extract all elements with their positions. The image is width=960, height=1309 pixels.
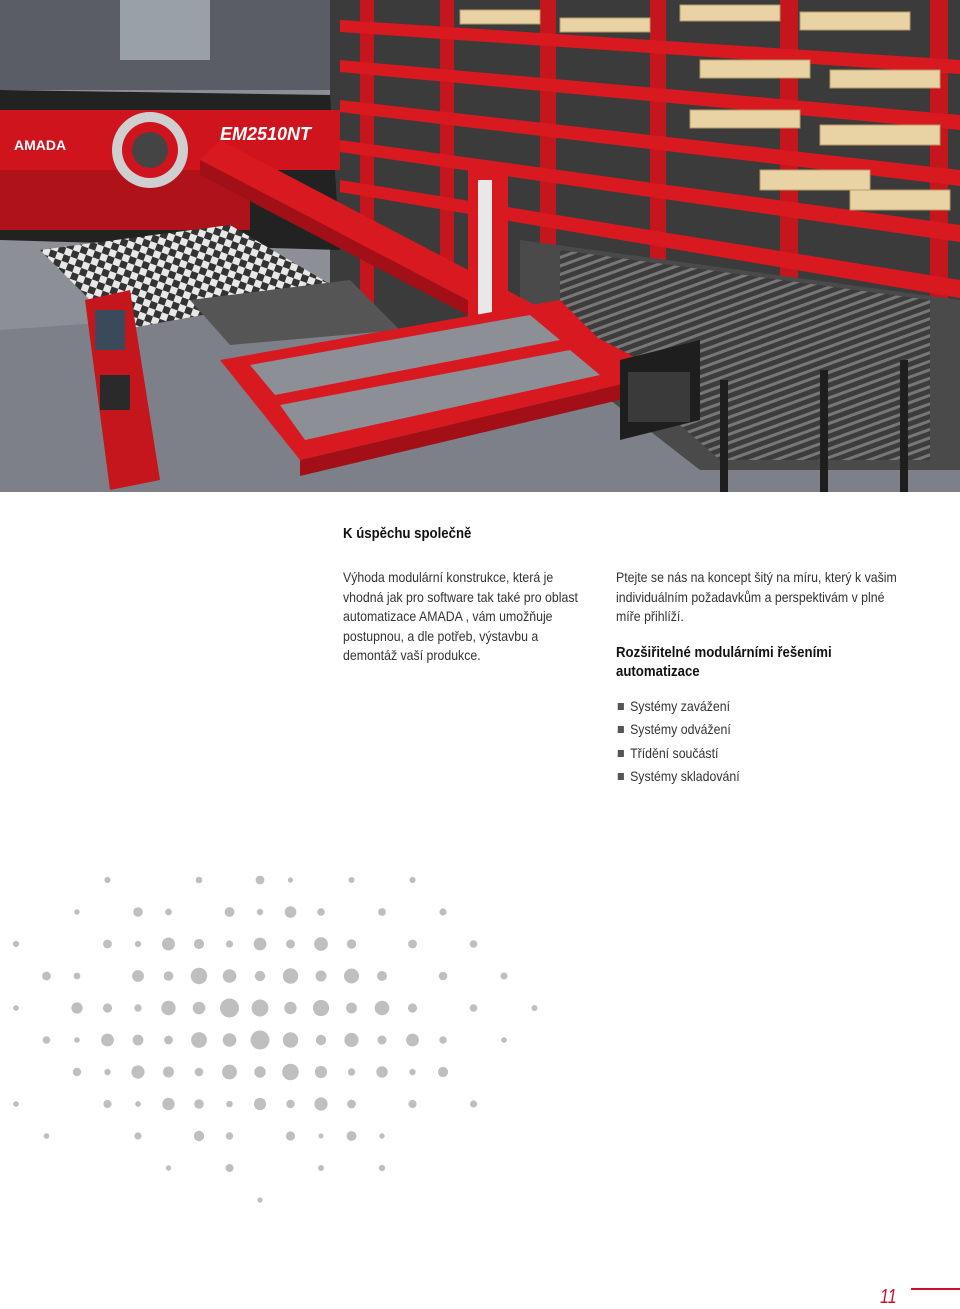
dot <box>74 909 79 914</box>
dot <box>103 1100 111 1108</box>
dot <box>73 1068 81 1076</box>
dot <box>316 1035 326 1045</box>
dot <box>226 940 233 947</box>
dot <box>439 1036 446 1043</box>
dot <box>532 1005 538 1011</box>
dot <box>501 1037 507 1043</box>
dot <box>470 940 478 948</box>
decorative-dot-pattern <box>0 860 600 1220</box>
dot <box>135 1101 141 1107</box>
dot <box>348 1068 355 1075</box>
dot <box>162 938 175 951</box>
dot <box>347 939 356 948</box>
dot <box>286 940 295 949</box>
dot <box>222 1065 237 1080</box>
dot <box>196 877 203 884</box>
dot <box>317 908 325 916</box>
dot <box>74 973 81 980</box>
dot <box>346 1003 357 1014</box>
dot <box>254 938 267 951</box>
dot <box>13 941 19 947</box>
dot <box>164 1036 173 1045</box>
dot <box>347 1131 357 1141</box>
dot <box>285 906 297 918</box>
dot <box>74 1037 80 1043</box>
dot <box>195 1068 204 1077</box>
bullet-square-icon <box>618 726 624 733</box>
dot <box>286 1131 295 1140</box>
bullet-square-icon <box>618 773 624 780</box>
dot <box>226 1101 233 1108</box>
dot <box>406 1034 419 1047</box>
dot <box>284 1002 296 1014</box>
dot <box>288 877 293 882</box>
bullet-square-icon <box>618 703 624 710</box>
dot <box>131 1065 144 1078</box>
solutions-subheading: Rozšiřitelné modulárními řešeními automatizace <box>616 643 832 680</box>
dot <box>257 1197 262 1202</box>
page-number-rule <box>911 1288 960 1290</box>
dot <box>103 940 112 949</box>
hero-photo <box>0 0 960 492</box>
section-heading: K úspěchu společně <box>343 525 472 542</box>
dot <box>379 1133 384 1138</box>
dot <box>409 877 415 883</box>
dot <box>377 971 387 981</box>
dot <box>318 1165 324 1171</box>
page-number: 11 <box>880 1286 897 1308</box>
dot <box>135 941 141 947</box>
dot <box>375 1001 390 1016</box>
dot <box>223 1033 237 1047</box>
dot <box>378 1036 387 1045</box>
dot <box>191 968 207 984</box>
contact-paragraph: Ptejte se nás na koncept šitý na míru, který k vašim individuálním požadavkům a perspektivám v plné míře přihlíží. <box>616 569 897 624</box>
dot <box>71 1002 82 1013</box>
dot <box>252 1000 269 1017</box>
dot <box>438 1067 448 1077</box>
dot <box>376 1066 387 1077</box>
list-item: Systémy zavážení <box>616 697 898 721</box>
dot <box>286 1100 294 1108</box>
solutions-list <box>616 697 898 791</box>
dot <box>225 907 235 917</box>
dot <box>470 1100 477 1107</box>
dot <box>164 971 174 981</box>
list-item: Systémy skladování <box>616 767 898 791</box>
dot <box>134 1004 141 1011</box>
dot <box>257 909 263 915</box>
dot <box>194 1099 204 1109</box>
dot <box>161 1001 175 1015</box>
dot <box>316 971 327 982</box>
dot <box>408 940 417 949</box>
dot <box>409 1069 415 1075</box>
dot <box>134 1132 141 1139</box>
dot <box>42 972 51 981</box>
dot <box>101 1034 114 1047</box>
dot <box>13 1101 19 1107</box>
dot <box>165 909 172 916</box>
left-column <box>343 568 594 666</box>
dot <box>283 1032 298 1047</box>
dot <box>193 1002 206 1015</box>
dot <box>256 876 265 885</box>
dot <box>133 1035 144 1046</box>
dot <box>163 1067 174 1078</box>
dot <box>315 1066 327 1078</box>
dot <box>13 1005 19 1011</box>
dot <box>43 1036 51 1044</box>
list-item: Systémy odvážení <box>616 720 898 744</box>
dot <box>408 1100 416 1108</box>
dot <box>378 908 386 916</box>
dot <box>194 939 204 949</box>
dot <box>255 971 265 981</box>
dot <box>349 877 355 883</box>
dot <box>44 1133 50 1139</box>
dot <box>103 1003 112 1012</box>
dot <box>282 1064 299 1081</box>
dot <box>344 969 359 984</box>
list-item: Třídění součástí <box>616 744 898 768</box>
dot <box>314 1097 327 1110</box>
dot <box>313 1000 329 1016</box>
dot <box>470 1004 478 1012</box>
model-mark: EM2510NT <box>220 124 312 144</box>
dot <box>500 972 507 979</box>
dot <box>344 1033 358 1047</box>
dot <box>408 1003 417 1012</box>
dot <box>251 1031 270 1050</box>
dot <box>223 969 237 983</box>
right-column <box>616 568 898 791</box>
dot <box>162 1098 174 1110</box>
dot <box>166 1165 171 1170</box>
dot <box>283 968 298 983</box>
dot <box>314 937 328 951</box>
dot <box>133 907 143 917</box>
bullet-square-icon <box>618 750 624 757</box>
dot <box>191 1032 207 1048</box>
dot <box>439 972 448 981</box>
brand-mark: AMADA <box>14 137 67 153</box>
intro-paragraph: Výhoda modulární konstrukce, která je vhodná jak pro software tak také pro oblast automatizace AMADA , vám umožňuje postupnou, a dle potřeb, výstavbu a demontáž vaší produkce. <box>343 569 578 663</box>
dot <box>347 1100 356 1109</box>
dot <box>132 970 144 982</box>
dot <box>379 1165 385 1171</box>
dot <box>319 1134 324 1139</box>
dot <box>220 999 239 1018</box>
dot <box>226 1164 234 1172</box>
dot <box>104 877 110 883</box>
dot <box>254 1098 266 1110</box>
dot <box>439 908 446 915</box>
dot <box>226 1132 233 1139</box>
dot <box>104 1069 110 1075</box>
dot <box>194 1131 204 1141</box>
dot <box>254 1066 265 1077</box>
